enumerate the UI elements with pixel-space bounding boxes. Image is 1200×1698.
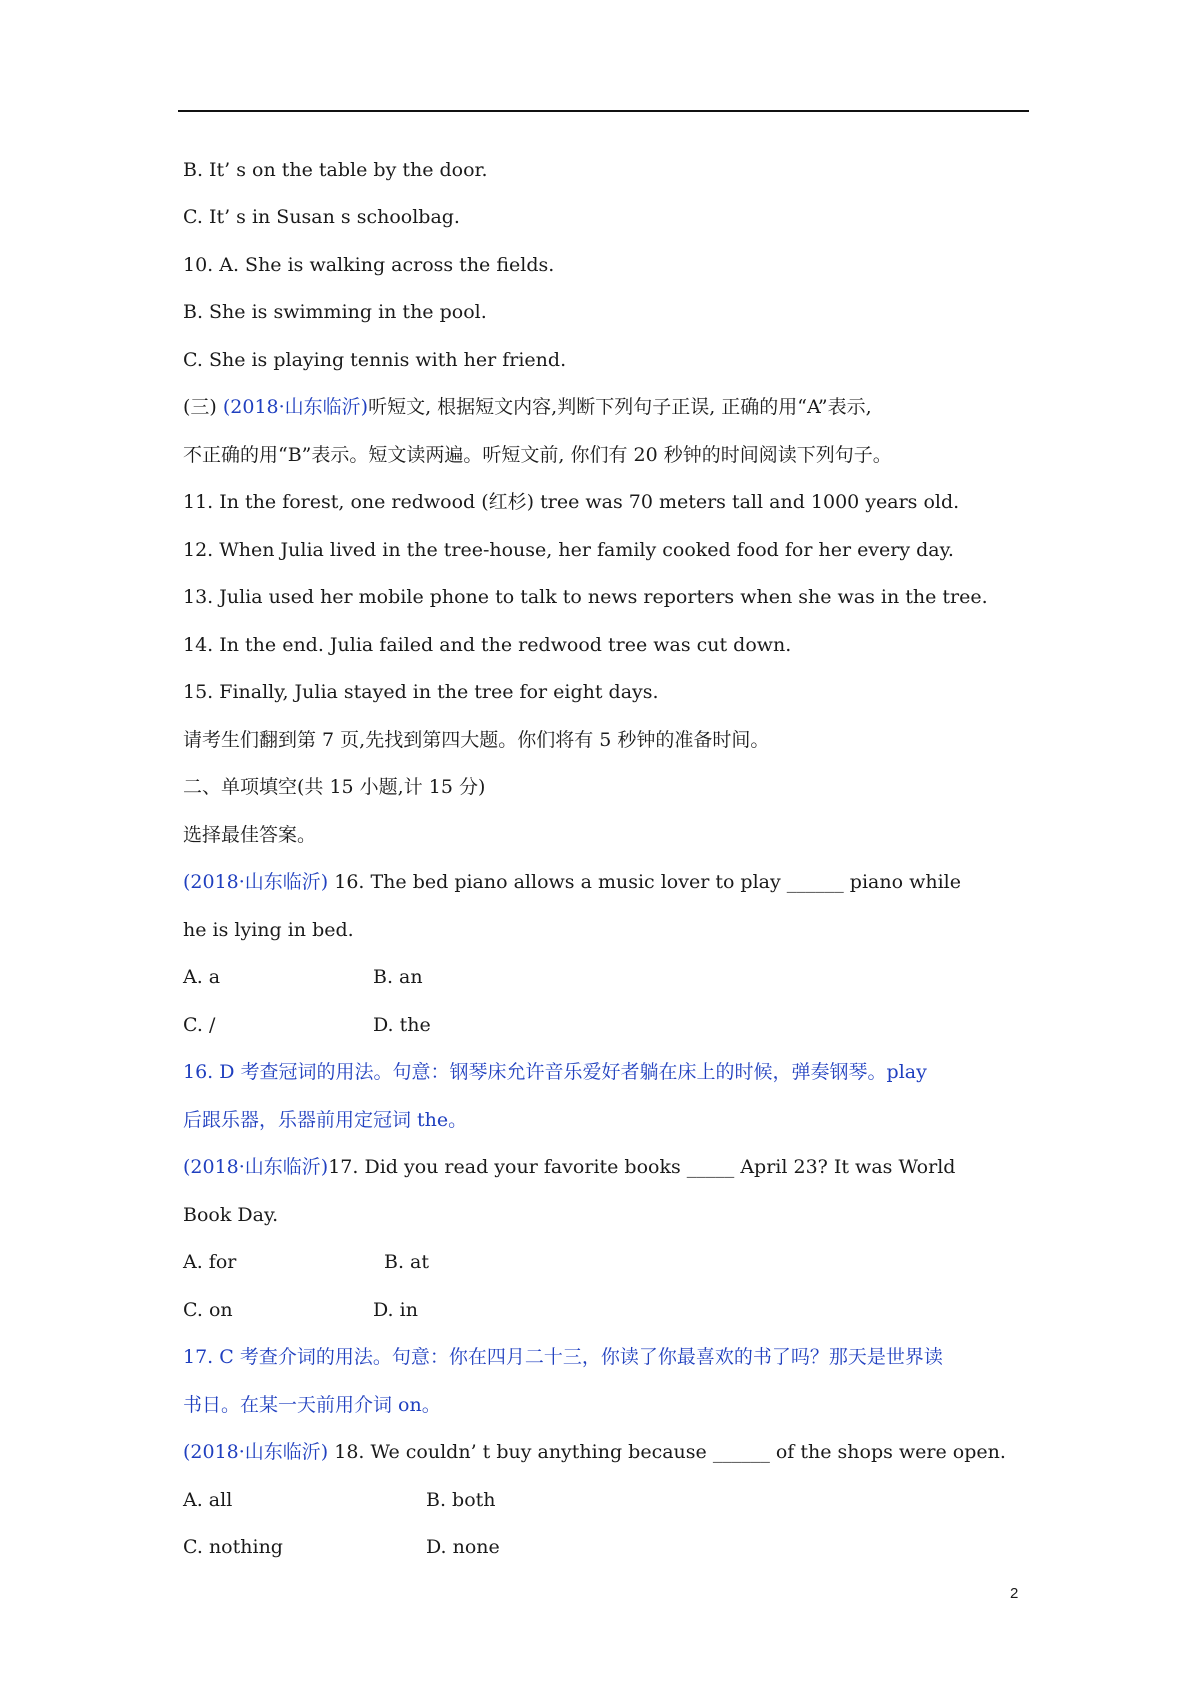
- statement-14: 14. In the end. Julia failed and the redwood tree was cut down.: [183, 634, 792, 656]
- answer-17-cont: 书日。在某一天前用介词 on。: [183, 1394, 441, 1416]
- answer-16-cont: 后跟乐器，乐器前用定冠词 the。: [183, 1109, 468, 1131]
- section-3-instruction: [183, 395, 872, 419]
- option-16d: D. the: [373, 1014, 431, 1036]
- header-rule: [178, 110, 1029, 112]
- section-3-source: (2018·山东临沂): [222, 396, 369, 418]
- option-17d: D. in: [373, 1299, 418, 1321]
- option-10c: C. She is playing tennis with her friend.: [183, 349, 567, 371]
- section-3-text: 听短文, 根据短文内容,判断下列句子正误, 正确的用“A”表示,: [368, 396, 872, 418]
- option-17b: B. at: [384, 1251, 430, 1273]
- page-number: 2: [1010, 1585, 1019, 1602]
- question-17-source: (2018·山东临沂): [183, 1156, 329, 1178]
- question-18-source: (2018·山东临沂): [183, 1441, 329, 1463]
- statement-15: 15. Finally, Julia stayed in the tree for eight days.: [183, 681, 659, 703]
- question-18-text: 18. We couldn’ t buy anything because ______ of the shops were open.: [328, 1441, 1006, 1463]
- option-9c: C. It’ s in Susan s schoolbag.: [183, 206, 460, 228]
- option-16b: B. an: [373, 966, 423, 988]
- question-17-cont: Book Day.: [183, 1204, 279, 1226]
- question-16: [183, 870, 961, 894]
- question-16-cont: he is lying in bed.: [183, 919, 354, 941]
- option-18b: B. both: [426, 1489, 496, 1511]
- question-18: [183, 1440, 1006, 1464]
- option-18a: A. all: [183, 1489, 233, 1511]
- option-18c: C. nothing: [183, 1536, 283, 1558]
- option-17c: C. on: [183, 1299, 233, 1321]
- option-9b: B. It’ s on the table by the door.: [183, 159, 488, 181]
- question-16-text: 16. The bed piano allows a music lover to play ______ piano while: [328, 871, 961, 893]
- question-16-source: (2018·山东临沂): [183, 871, 329, 893]
- statement-13: 13. Julia used her mobile phone to talk to news reporters when she was in the tree.: [183, 586, 988, 608]
- option-10b: B. She is swimming in the pool.: [183, 301, 487, 323]
- statement-12: 12. When Julia lived in the tree-house, her family cooked food for her every day.: [183, 539, 954, 561]
- section-3-instruction-cont: 不正确的用“B”表示。短文读两遍。听短文前, 你们有 20 秒钟的时间阅读下列句子。: [183, 444, 892, 466]
- option-16a: A. a: [183, 966, 221, 988]
- option-16c: C. /: [183, 1014, 216, 1036]
- section-2-instruction: 选择最佳答案。: [183, 824, 317, 846]
- option-18d: D. none: [426, 1536, 500, 1558]
- statement-11: 11. In the forest, one redwood (红杉) tree was 70 meters tall and 1000 years old.: [183, 491, 960, 513]
- answer-16: 16. D 考查冠词的用法。句意：钢琴床允许音乐爱好者躺在床上的时候，弹奏钢琴。play: [183, 1061, 927, 1083]
- section-3-label: (三): [183, 396, 223, 418]
- section-2-heading: 二、单项填空(共 15 小题,计 15 分): [183, 776, 486, 798]
- option-17a: A. for: [183, 1251, 237, 1273]
- question-10-option-a: 10. A. She is walking across the fields.: [183, 254, 555, 276]
- question-17: [183, 1155, 955, 1179]
- turn-page-instruction: 请考生们翻到第 7 页,先找到第四大题。你们将有 5 秒钟的准备时间。: [183, 729, 770, 751]
- question-17-text: 17. Did you read your favorite books _____ April 23? It was World: [328, 1156, 956, 1178]
- answer-17: 17. C 考查介词的用法。句意：你在四月二十三，你读了你最喜欢的书了吗？那天是世界读: [183, 1346, 943, 1368]
